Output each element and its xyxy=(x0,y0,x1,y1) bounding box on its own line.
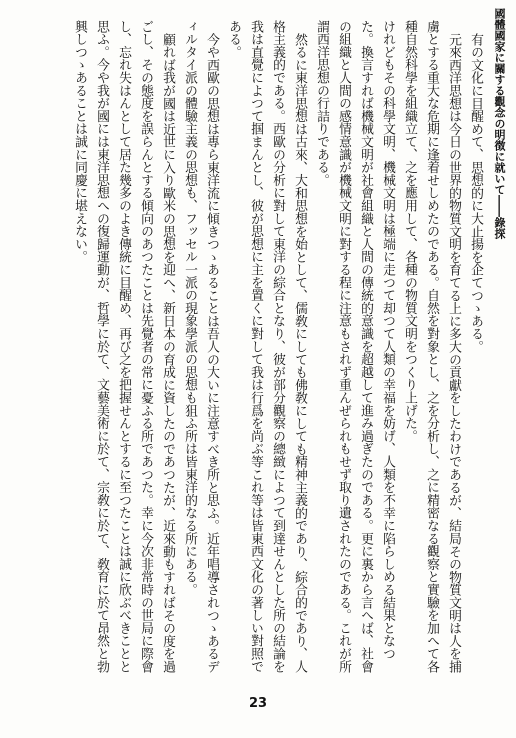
running-header: 國體國家に關する觀念の明徴に就いて――錄探 xyxy=(493,8,506,239)
paragraph: 元來西洋思想は今日の世界的物質文明を育てる上に多大の貢獻をしたわけであるが、結局その物質文明は人を捕虜とする重大な危期に逢着せしめたのである。自然を對象とし、之を分析し、之に精密なる觀察と實驗を加へて各種自然科學を組織立て、之を應用して、各種の物質文明をつくり上げた。 xyxy=(402,20,461,673)
paragraph: 有の文化に目醒めて、思想的に大止揚を企てつゝある。 xyxy=(468,32,483,353)
paragraph: 今や西歐の思想は專ら東洋流に傾きつゝあることは吾人の大いに注意すべき所と思ふ。近年唱導されつゝあるディルタイ派の體驗主義の思想も、フッセル一派の現象學派の思想も狙ふ所は皆東洋的なる所にある。 xyxy=(182,20,219,673)
body-text xyxy=(16,20,486,675)
paragraph: 顧れば我が國は近世に入り歐米の思想を迎へ、新日本の育成に資したのであつたが、近來動もすればその度を過ごし、その態度を誤らんとする傾向のあつたことは先覺者の常に憂ふる所であつた。幸に今次非常時の世局に際會し、忘れ失はんとして居た幾多のよき傳統に目醒め、再び之を把握せんとするに至つたことは誠に欣ぶべきことと思ふ。今や我が國には東洋思想への復歸運動が、哲學に於て、文藝美術に於て、宗敎に於て、敎育に於て昂然と勃興しつゝあることは誠に同慶に堪えない。 xyxy=(72,20,175,673)
paragraph: 然るに東洋思想は古來、大和思想を始として、儒敎にしても佛敎にしても精神主義的であり、綜合的であり、人格主義的である。西歐の分析に對して東洋の綜合となり、彼が部分觀察の總緻によつて到達せんとした所の結論を我は直覺によつて掴まんとし、彼が思想に主を置くに對して我は行爲を尚ぶ等これ等は皆東西文化の著しい對照である。 xyxy=(226,20,307,673)
paragraph: けれどもその科學文明、機械文明は極端に走つて却つて人類の幸福を妨げ、人類を不幸に陷らしめる結果となつた。換言すれば機械文明が社會組織と人間の傳統的意識を超越して進み過ぎたのである。更に裏から言へば、社會の組織と人間の感情意識が機械文明に對する程に注意もされず重んぜられもせず取り遺されたのである。これが所謂西洋思想の行詰りである。 xyxy=(314,20,395,673)
page-number: 23 xyxy=(248,696,268,711)
